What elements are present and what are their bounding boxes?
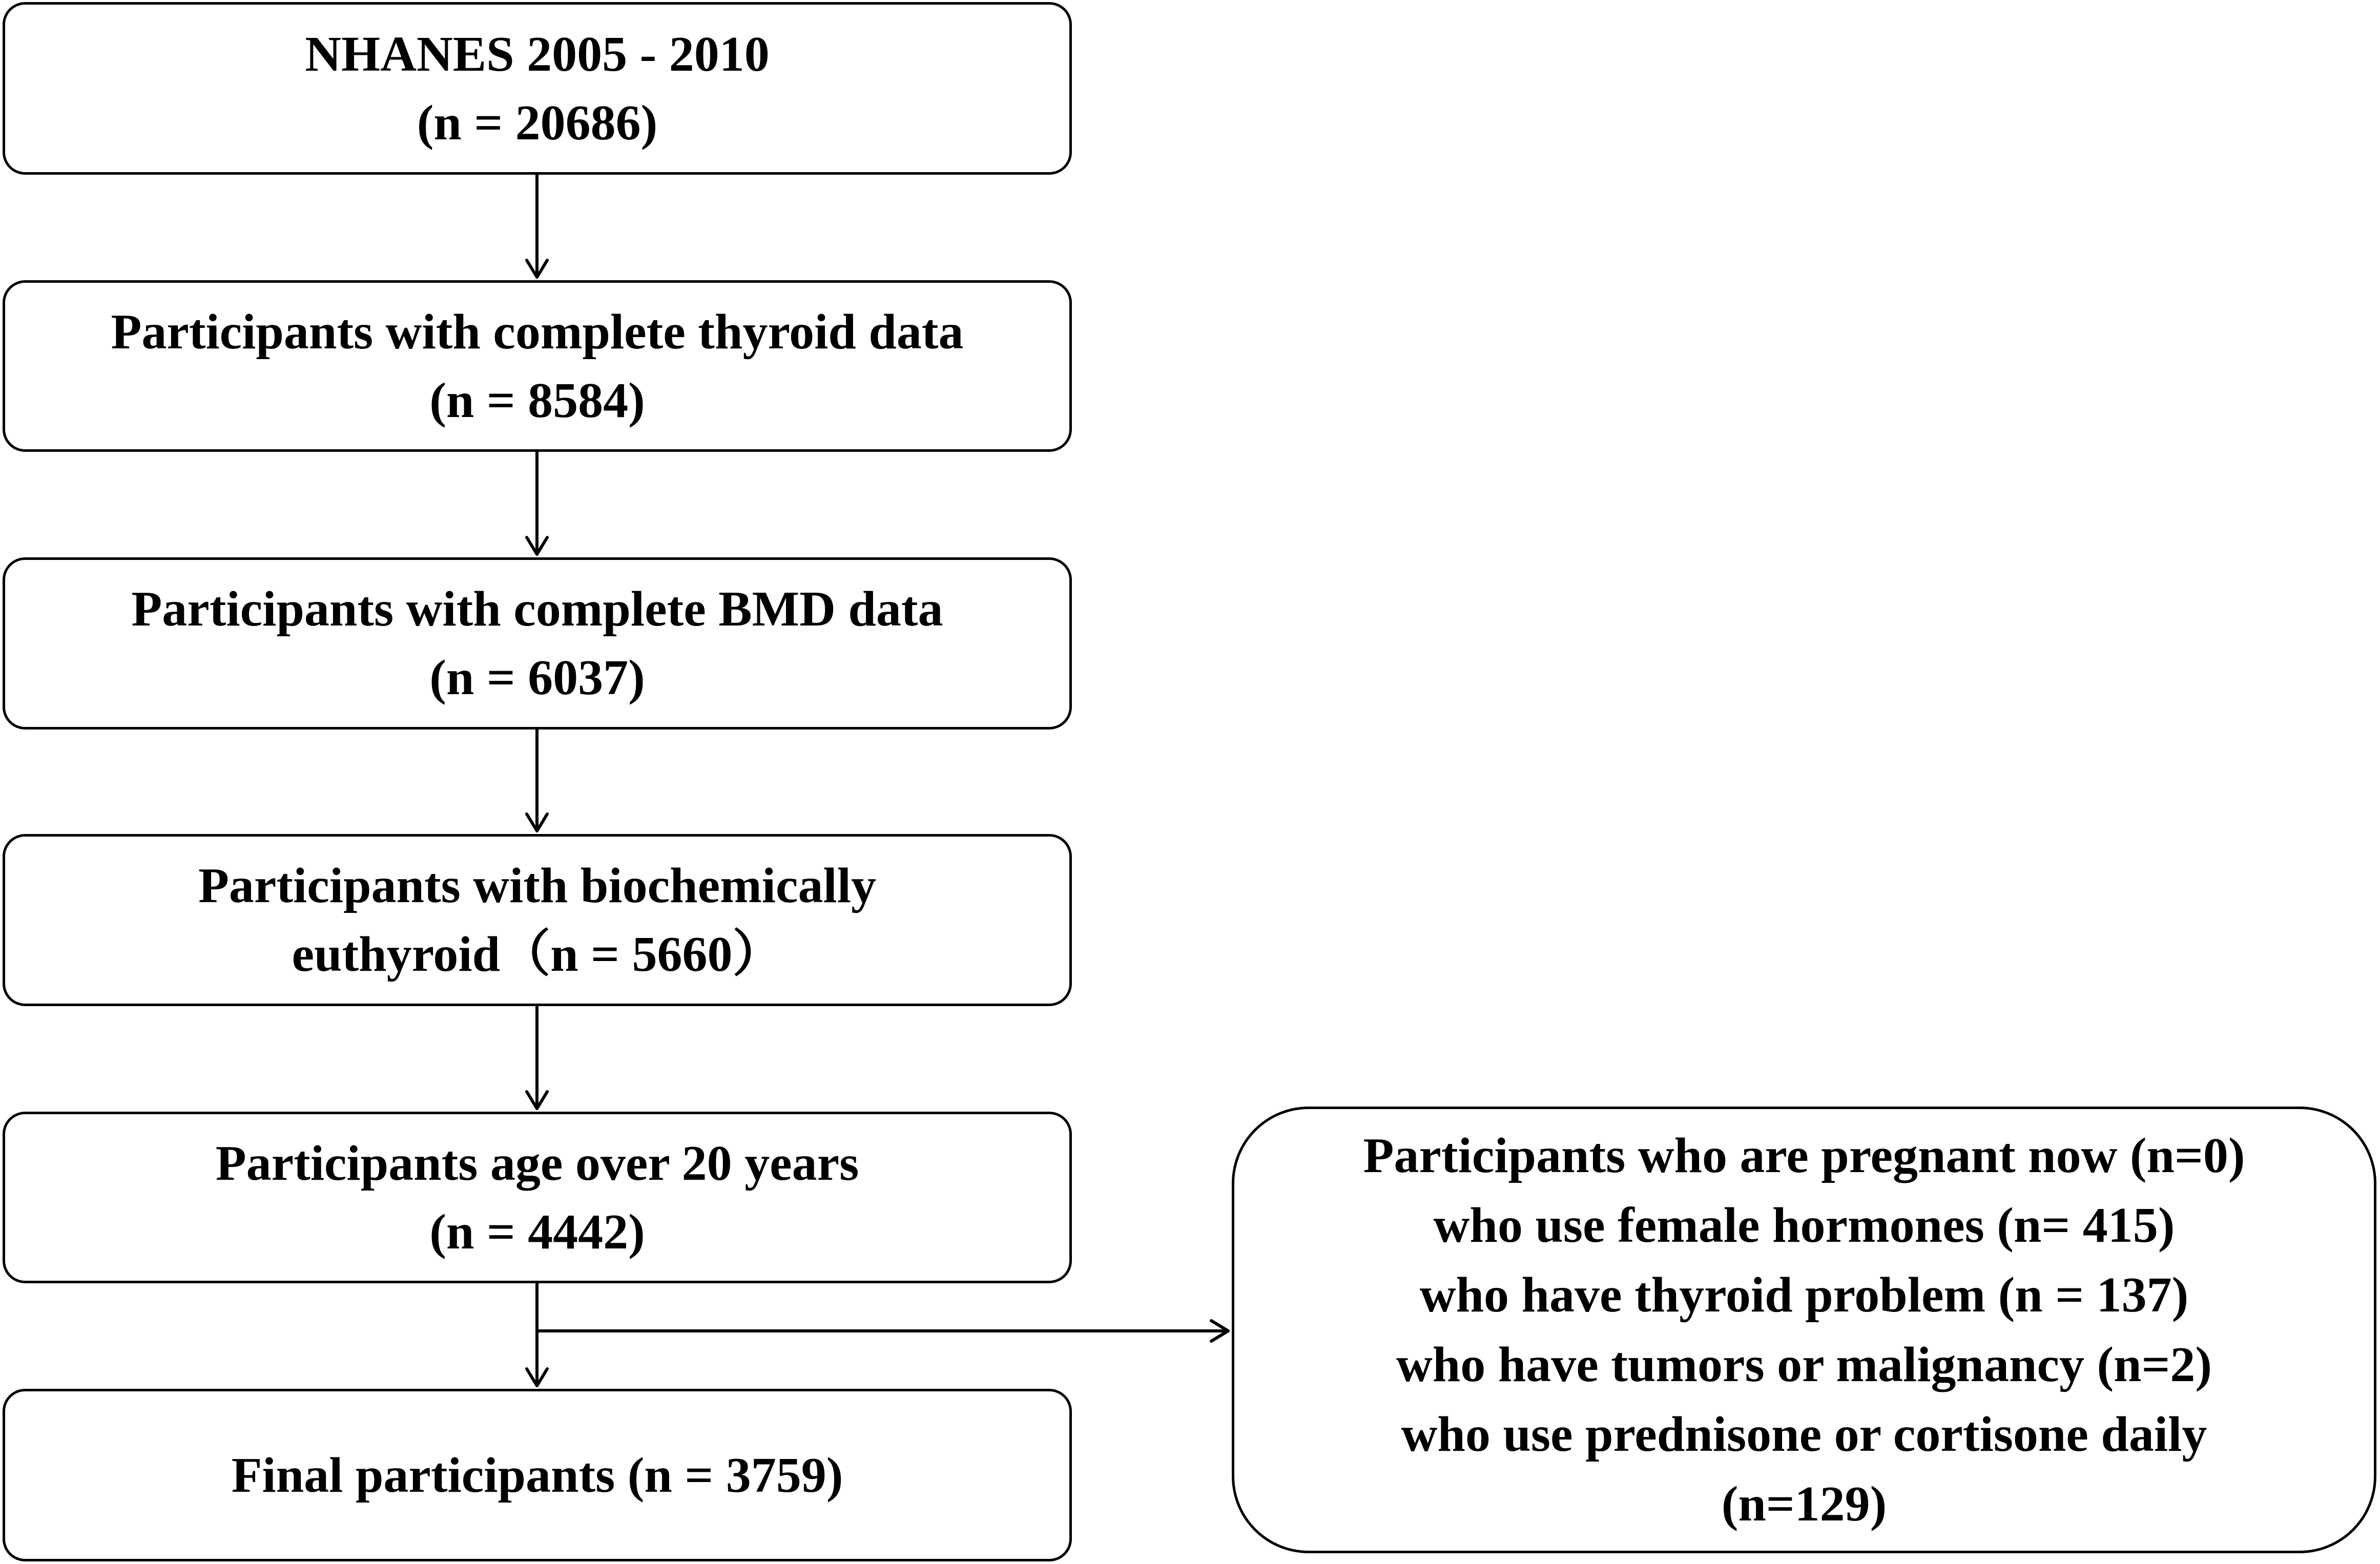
exclusion-female-hormones: who use female hormones (n= 415) <box>1433 1198 2175 1253</box>
exclusion-pregnant: Participants who are pregnant now (n=0) <box>1363 1128 2245 1183</box>
step-nhanes-title: NHANES 2005 - 2010 <box>305 26 770 82</box>
arrow-euthyroid-to-age <box>527 1006 547 1109</box>
exclusion-prednisone-count: (n=129) <box>1721 1476 1887 1532</box>
step-euthyroid-box <box>3 834 1072 1006</box>
step-euthyroid-title: Participants with biochemically <box>198 858 876 913</box>
arrow-thyroid-to-bmd <box>527 452 547 554</box>
exclusion-prednisone: who use prednisone or cortisone daily <box>1401 1407 2207 1462</box>
step-nhanes-box <box>3 2 1072 175</box>
step-age-box <box>3 1112 1072 1283</box>
step-final-title: Final participants (n = 3759) <box>231 1447 843 1503</box>
arrow-nhanes-to-thyroid <box>527 175 547 277</box>
step-final-box <box>3 1389 1072 1561</box>
step-thyroid-box <box>3 280 1072 452</box>
exclusion-tumors: who have tumors or malignancy (n=2) <box>1396 1337 2212 1392</box>
arrow-to-exclusions <box>537 1321 1228 1341</box>
exclusion-box <box>1232 1107 2376 1553</box>
step-thyroid-title: Participants with complete thyroid data <box>111 304 964 360</box>
exclusion-thyroid-problem: who have thyroid problem (n = 137) <box>1419 1267 2189 1323</box>
step-age-title: Participants age over 20 years <box>215 1135 859 1191</box>
step-bmd-count: (n = 6037) <box>429 650 645 705</box>
arrow-bmd-to-euthyroid <box>527 729 547 831</box>
step-thyroid-count: (n = 8584) <box>429 372 645 428</box>
step-age-count: (n = 4442) <box>429 1204 645 1260</box>
step-bmd-box <box>3 557 1072 729</box>
step-euthyroid-count: euthyroid（n = 5660） <box>292 927 783 982</box>
arrow-age-to-final <box>527 1283 547 1386</box>
step-bmd-title: Participants with complete BMD data <box>131 581 943 637</box>
step-nhanes-count: (n = 20686) <box>417 95 658 151</box>
